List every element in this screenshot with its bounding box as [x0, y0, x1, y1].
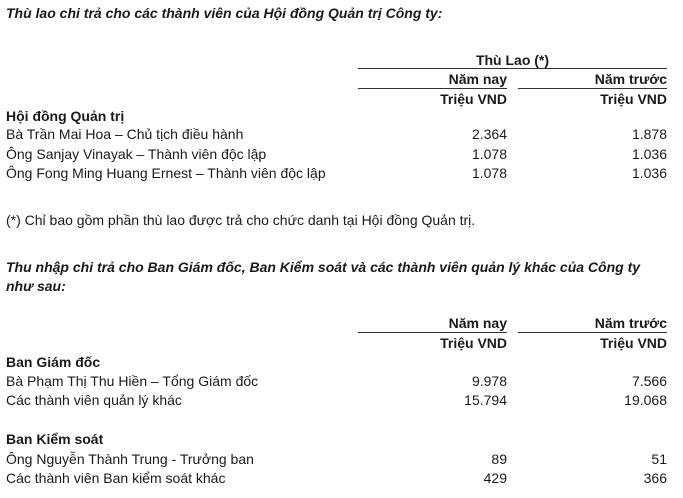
group-header-rule	[358, 68, 667, 69]
unit-current: Triệu VND	[440, 335, 507, 351]
supervisory-row-current: 429	[483, 470, 507, 486]
supervisory-row-name: Các thành viên Ban kiểm soát khác	[6, 470, 226, 486]
supervisory-row-name: Ông Nguyễn Thành Trung - Trưởng ban	[6, 451, 254, 467]
management-row-name: Các thành viên quản lý khác	[6, 392, 182, 408]
unit-current: Triệu VND	[440, 91, 507, 107]
board-group-label: Hội đồng Quản trị	[6, 108, 125, 124]
board-row-previous: 1.878	[631, 126, 667, 142]
unit-previous: Triệu VND	[600, 335, 667, 351]
management-row-previous: 7.566	[631, 373, 667, 389]
col-previous-year: Năm trước	[594, 71, 667, 87]
col-current-year: Năm nay	[448, 315, 507, 331]
col-current-rule	[358, 332, 507, 333]
section2-title-line1: Thu nhập chi trả cho Ban Giám đốc, Ban Kiểm soát và các thành viên quản lý khác của Công ty	[6, 259, 641, 275]
board-row-name: Bà Trần Mai Hoa – Chủ tịch điều hành	[6, 126, 244, 142]
board-row-previous: 1.036	[631, 165, 667, 181]
management-group-label: Ban Giám đốc	[6, 354, 101, 370]
section2-title-line2: như sau:	[6, 278, 66, 294]
management-row-current: 9.978	[471, 373, 507, 389]
management-row-current: 15.794	[464, 392, 507, 408]
col-previous-rule	[518, 332, 667, 333]
supervisory-row-current: 89	[491, 451, 507, 467]
unit-previous: Triệu VND	[600, 91, 667, 107]
board-row-name: Ông Sanjay Vinayak – Thành viên độc lập	[6, 146, 267, 162]
board-row-name: Ông Fong Ming Huang Ernest – Thành viên độc lập	[6, 165, 326, 181]
board-row-current: 2.364	[471, 126, 507, 142]
col-current-rule	[358, 88, 507, 89]
board-row-current: 1.078	[471, 165, 507, 181]
board-row-current: 1.078	[471, 146, 507, 162]
management-row-previous: 19.068	[624, 392, 667, 408]
management-row-name: Bà Phạm Thị Thu Hiền – Tổng Giám đốc	[6, 373, 259, 389]
remuneration-footnote: (*) Chỉ bao gồm phần thù lao được trả cho chức danh tại Hội đồng Quản trị.	[6, 212, 476, 228]
col-current-year: Năm nay	[448, 71, 507, 87]
board-row-previous: 1.036	[631, 146, 667, 162]
supervisory-row-previous: 366	[643, 470, 667, 486]
col-previous-year: Năm trước	[594, 315, 667, 331]
supervisory-row-previous: 51	[651, 451, 667, 467]
remuneration-group-header: Thù Lao (*)	[475, 52, 550, 68]
col-previous-rule	[518, 88, 667, 89]
supervisory-group-label: Ban Kiểm soát	[6, 431, 104, 447]
section1-title: Thù lao chi trả cho các thành viên của Hội đồng Quản trị Công ty:	[6, 5, 443, 21]
